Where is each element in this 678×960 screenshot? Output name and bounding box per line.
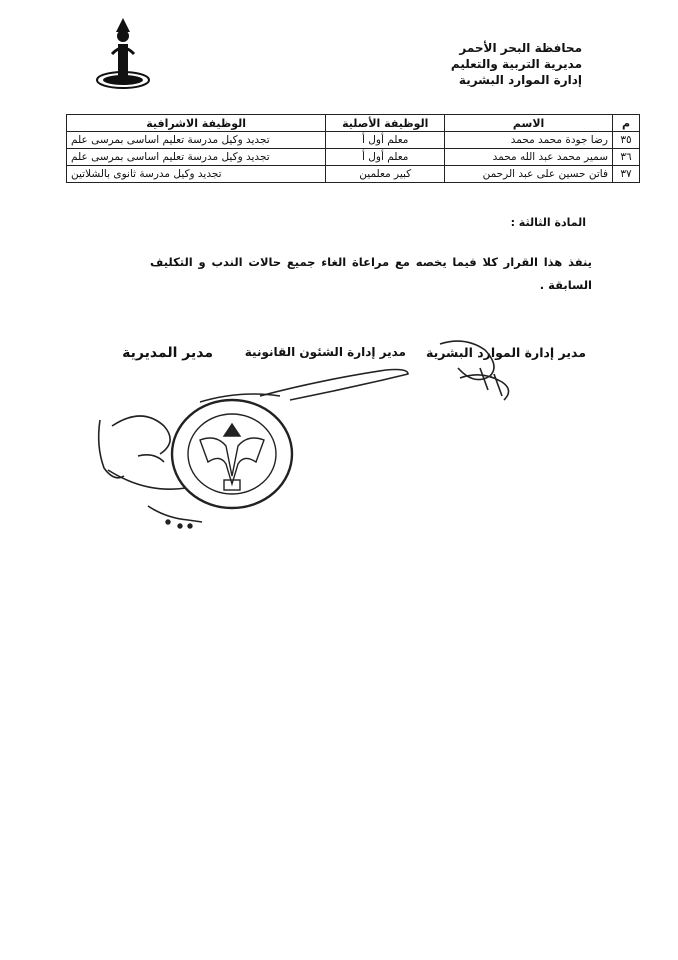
row-original-job: معلم أول أ [326, 132, 445, 149]
table-row [67, 149, 640, 166]
governorate-logo-icon [92, 14, 154, 94]
column-header-number: م [613, 115, 640, 132]
table-header-row [67, 115, 640, 132]
handwritten-signature [99, 341, 509, 522]
signature-title-hr-manager: مدير إدارة الموارد البشرية [426, 345, 586, 360]
row-supervisory-job: تجديد وكيل مدرسة تعليم اساسى بمرسى علم [67, 149, 326, 166]
row-name: فاتن حسين على عبد الرحمن [445, 166, 613, 183]
row-name: سمير محمد عبد الله محمد [445, 149, 613, 166]
staff-table [66, 114, 640, 183]
department-name: إدارة الموارد البشرية [458, 73, 582, 87]
row-supervisory-job: تجديد وكيل مدرسة تعليم اساسى بمرسى علم [67, 132, 326, 149]
row-number: ٣٦ [613, 149, 640, 166]
governorate-name: محافظة البحر الأحمر [459, 41, 582, 55]
column-header-name: الاسم [445, 115, 613, 132]
row-number: ٣٧ [613, 166, 640, 183]
directorate-name: مديرية التربية والتعليم [450, 57, 582, 71]
article-text: ينفذ هذا القرار كلا فيما يخصه مع مراعاة الغاء جميع حالات الندب و التكليف السابقة . [150, 255, 592, 292]
eagle-seal-icon [166, 400, 292, 528]
signatures-and-seal [90, 330, 590, 550]
row-supervisory-job: تجديد وكيل مدرسة ثانوى بالشلاتين [67, 166, 326, 183]
table-row [67, 132, 640, 149]
table-row [67, 166, 640, 183]
row-number: ٣٥ [613, 132, 640, 149]
organization-header [451, 40, 582, 88]
signature-title-director: مدير المديرية [122, 345, 213, 361]
column-header-supervisory-job: الوظيفة الاشرافية [67, 115, 326, 132]
row-original-job: كبير معلمين [326, 166, 445, 183]
column-header-original-job: الوظيفة الأصلية [326, 115, 445, 132]
signature-title-legal-manager: مدير إدارة الشئون القانونية [244, 345, 406, 359]
article-heading: المادة الثالثة : [510, 216, 586, 229]
row-name: رضا جودة محمد محمد [445, 132, 613, 149]
row-original-job: معلم أول أ [326, 149, 445, 166]
